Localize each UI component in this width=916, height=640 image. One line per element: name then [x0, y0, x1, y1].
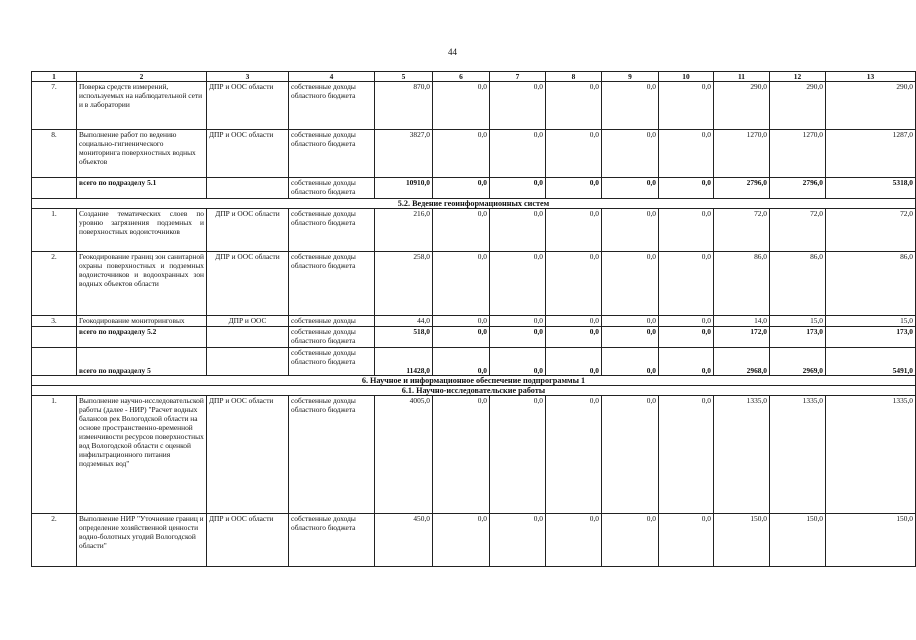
total-amount: 0,0	[602, 327, 659, 348]
activity-name: Поверка средств измерений, используемых на наблюдательной сети и в лаборатории	[77, 82, 207, 130]
total-amount: 0,0	[546, 348, 602, 376]
funding-source: собственные доходы областного бюджета	[289, 252, 375, 316]
funding-source: собственные доходы областного бюджета	[289, 348, 375, 376]
header-cell: 2	[77, 72, 207, 82]
amount-cell: 0,0	[433, 514, 490, 567]
amount-cell: 290,0	[770, 82, 826, 130]
funding-source: собственные доходы областного бюджета	[289, 514, 375, 567]
amount-cell: 0,0	[602, 396, 659, 514]
funding-source: собственные доходы областного бюджета	[289, 82, 375, 130]
funding-source: собственные доходы областного бюджета	[289, 178, 375, 199]
amount-cell: 0,0	[546, 252, 602, 316]
table-row	[32, 130, 916, 178]
activity-name: Выполнение работ по ведению социально-гигиенического мониторинга поверхностных водных объектов	[77, 130, 207, 178]
amount-cell: 0,0	[602, 209, 659, 252]
amount-cell: 870,0	[375, 82, 433, 130]
amount-cell: 1335,0	[714, 396, 770, 514]
total-amount: 173,0	[826, 327, 916, 348]
amount-cell: 0,0	[433, 82, 490, 130]
amount-cell: 0,0	[433, 396, 490, 514]
table-row	[32, 396, 916, 514]
section-title: 5.2. Ведение геоинформационных систем	[32, 199, 916, 209]
funding-source: собственные доходы областного бюджета	[289, 327, 375, 348]
amount-cell: 72,0	[826, 209, 916, 252]
funding-source: собственные доходы	[289, 316, 375, 327]
amount-cell: 86,0	[714, 252, 770, 316]
table-row	[32, 316, 916, 327]
amount-cell: 0,0	[602, 252, 659, 316]
executor: ДПР и ООС области	[207, 209, 289, 252]
activity-name: Создание тематических слоев по уровню загрязнения подземных и поверхностных водоисточников	[77, 209, 207, 252]
header-cell: 6	[433, 72, 490, 82]
empty-cell	[207, 178, 289, 199]
amount-cell: 216,0	[375, 209, 433, 252]
section-title: 6.1. Научно-исследовательские работы	[32, 386, 916, 396]
row-number: 8.	[32, 130, 77, 178]
empty-cell	[207, 327, 289, 348]
amount-cell: 4005,0	[375, 396, 433, 514]
total-amount: 0,0	[546, 327, 602, 348]
amount-cell: 1270,0	[714, 130, 770, 178]
amount-cell: 0,0	[546, 514, 602, 567]
total-amount: 0,0	[490, 178, 546, 199]
page-number: 44	[448, 47, 457, 57]
amount-cell: 0,0	[659, 82, 714, 130]
total-amount: 2968,0	[714, 348, 770, 376]
amount-cell: 0,0	[490, 130, 546, 178]
executor: ДПР и ООС области	[207, 252, 289, 316]
amount-cell: 0,0	[659, 396, 714, 514]
amount-cell: 258,0	[375, 252, 433, 316]
amount-cell: 0,0	[433, 209, 490, 252]
amount-cell: 1270,0	[770, 130, 826, 178]
table-row	[32, 514, 916, 567]
amount-cell: 1287,0	[826, 130, 916, 178]
table-row	[32, 209, 916, 252]
amount-cell: 0,0	[659, 514, 714, 567]
amount-cell: 1335,0	[770, 396, 826, 514]
header-cell: 5	[375, 72, 433, 82]
amount-cell: 0,0	[659, 130, 714, 178]
total-amount: 0,0	[433, 327, 490, 348]
amount-cell: 72,0	[770, 209, 826, 252]
row-number: 1.	[32, 209, 77, 252]
total-amount: 2796,0	[714, 178, 770, 199]
total-amount: 0,0	[490, 348, 546, 376]
row-number: 2.	[32, 252, 77, 316]
header-cell: 11	[714, 72, 770, 82]
header-cell: 1	[32, 72, 77, 82]
total-row	[32, 327, 916, 348]
total-amount: 0,0	[659, 327, 714, 348]
header-row	[32, 72, 916, 82]
total-amount: 10910,0	[375, 178, 433, 199]
amount-cell: 0,0	[602, 316, 659, 327]
total-amount: 172,0	[714, 327, 770, 348]
section-title: 6. Научное и информационное обеспечение подпрограммы 1	[32, 376, 916, 386]
empty-cell	[32, 348, 77, 376]
amount-cell: 72,0	[714, 209, 770, 252]
executor: ДПР и ООС области	[207, 396, 289, 514]
amount-cell: 0,0	[659, 252, 714, 316]
funding-source: собственные доходы областного бюджета	[289, 130, 375, 178]
amount-cell: 86,0	[770, 252, 826, 316]
amount-cell: 150,0	[826, 514, 916, 567]
amount-cell: 0,0	[602, 130, 659, 178]
amount-cell: 86,0	[826, 252, 916, 316]
amount-cell: 0,0	[546, 316, 602, 327]
total-amount: 11428,0	[375, 348, 433, 376]
row-number: 7.	[32, 82, 77, 130]
total-amount: 0,0	[602, 178, 659, 199]
amount-cell: 0,0	[490, 82, 546, 130]
header-cell: 3	[207, 72, 289, 82]
amount-cell: 0,0	[490, 209, 546, 252]
total-row	[32, 178, 916, 199]
amount-cell: 150,0	[770, 514, 826, 567]
amount-cell: 15,0	[770, 316, 826, 327]
executor: ДПР и ООС области	[207, 130, 289, 178]
amount-cell: 0,0	[546, 82, 602, 130]
amount-cell: 0,0	[659, 209, 714, 252]
executor: ДПР и ООС области	[207, 514, 289, 567]
header-cell: 9	[602, 72, 659, 82]
total-amount: 2796,0	[770, 178, 826, 199]
activity-name: Геокодирование границ зон санитарной охраны поверхностных и подземных водоисточников и водоохранных зон водных объектов области	[77, 252, 207, 316]
row-number: 1.	[32, 396, 77, 514]
total-label: всего по подразделу 5.1	[77, 178, 207, 199]
amount-cell: 0,0	[546, 396, 602, 514]
amount-cell: 150,0	[714, 514, 770, 567]
funding-source: собственные доходы областного бюджета	[289, 209, 375, 252]
amount-cell: 15,0	[826, 316, 916, 327]
executor: ДПР и ООС области	[207, 82, 289, 130]
section-header	[32, 199, 916, 209]
amount-cell: 1335,0	[826, 396, 916, 514]
activity-name: Геокодирование мониторинговых	[77, 316, 207, 327]
total-amount: 0,0	[659, 178, 714, 199]
header-cell: 7	[490, 72, 546, 82]
amount-cell: 0,0	[546, 130, 602, 178]
total-label: всего по подразделу 5	[77, 348, 207, 376]
amount-cell: 0,0	[490, 514, 546, 567]
row-number: 2.	[32, 514, 77, 567]
table-row	[32, 252, 916, 316]
amount-cell: 3827,0	[375, 130, 433, 178]
total-amount: 0,0	[490, 327, 546, 348]
header-cell: 12	[770, 72, 826, 82]
amount-cell: 290,0	[826, 82, 916, 130]
table-row	[32, 82, 916, 130]
total-amount: 0,0	[433, 348, 490, 376]
amount-cell: 0,0	[433, 252, 490, 316]
header-cell: 4	[289, 72, 375, 82]
total-row	[32, 348, 916, 376]
executor: ДПР и ООС	[207, 316, 289, 327]
amount-cell: 0,0	[602, 514, 659, 567]
amount-cell: 450,0	[375, 514, 433, 567]
header-cell: 8	[546, 72, 602, 82]
total-amount: 0,0	[433, 178, 490, 199]
section-header	[32, 376, 916, 386]
amount-cell: 0,0	[490, 316, 546, 327]
amount-cell: 0,0	[490, 252, 546, 316]
row-number: 3.	[32, 316, 77, 327]
amount-cell: 0,0	[602, 82, 659, 130]
subsection-header	[32, 386, 916, 396]
activity-name: Выполнение НИР "Уточнение границ и определение хозяйственной ценности водно-болотных угодий Вологодской области"	[77, 514, 207, 567]
total-amount: 2969,0	[770, 348, 826, 376]
total-amount: 0,0	[546, 178, 602, 199]
total-amount: 5491,0	[826, 348, 916, 376]
empty-cell	[207, 348, 289, 376]
amount-cell: 14,0	[714, 316, 770, 327]
total-amount: 0,0	[602, 348, 659, 376]
amount-cell: 290,0	[714, 82, 770, 130]
amount-cell: 0,0	[546, 209, 602, 252]
empty-cell	[32, 327, 77, 348]
total-amount: 173,0	[770, 327, 826, 348]
total-amount: 518,0	[375, 327, 433, 348]
total-amount: 5318,0	[826, 178, 916, 199]
amount-cell: 0,0	[659, 316, 714, 327]
funding-source: собственные доходы областного бюджета	[289, 396, 375, 514]
total-label: всего по подразделу 5.2	[77, 327, 207, 348]
amount-cell: 0,0	[433, 130, 490, 178]
header-cell: 10	[659, 72, 714, 82]
total-amount: 0,0	[659, 348, 714, 376]
empty-cell	[32, 178, 77, 199]
amount-cell: 0,0	[433, 316, 490, 327]
header-cell: 13	[826, 72, 916, 82]
amount-cell: 44,0	[375, 316, 433, 327]
budget-table	[31, 71, 916, 567]
activity-name: Выполнение научно-исследовательской работы (далее - НИР) "Расчет водных балансов рек Вологодской области на основе пространственно-временной изменчивости ресурсов поверхностных вод Вологодской области с оценкой инфильтрационного питания подземных вод"	[77, 396, 207, 514]
amount-cell: 0,0	[490, 396, 546, 514]
